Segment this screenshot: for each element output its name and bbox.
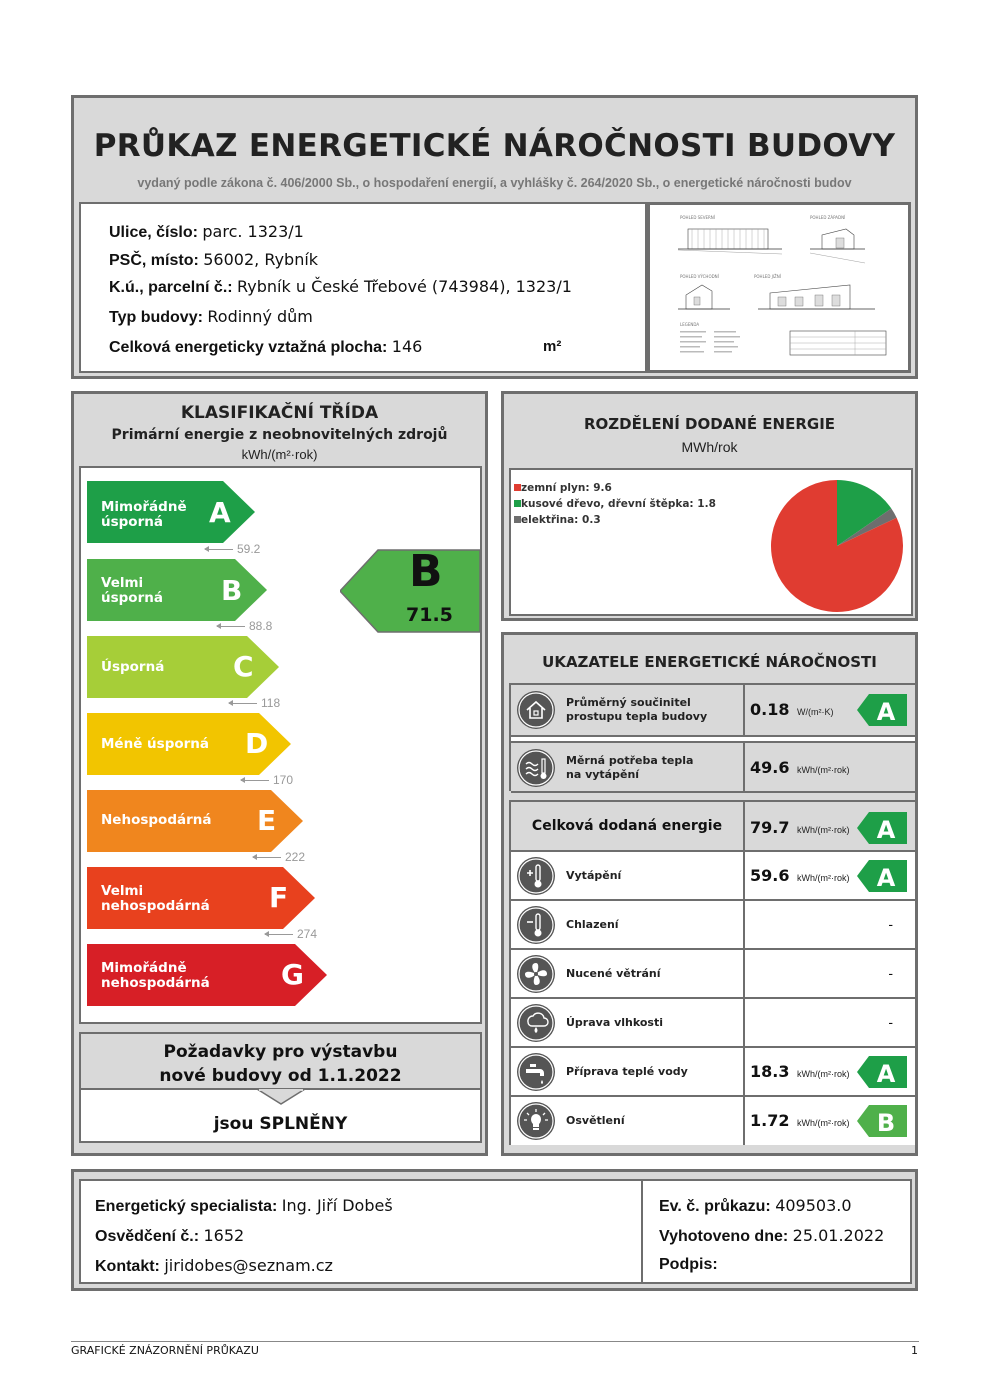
indicator-label: Úprava vlhkosti: [566, 1016, 664, 1029]
energy-split-title: ROZDĚLENÍ DODANÉ ENERGIE: [583, 415, 836, 433]
indicator-value: 79.7: [750, 818, 790, 837]
class-e-letter: E: [257, 804, 277, 837]
indicator-label: Chlazení: [566, 918, 619, 931]
energy-split-box: [501, 391, 918, 621]
thermometer-plus-icon: [517, 857, 555, 895]
indicator-label: Osvětlení: [566, 1114, 625, 1127]
svg-text:A: A: [876, 864, 896, 892]
threshold-f-g: 274: [265, 927, 317, 941]
svg-text:B: B: [876, 1109, 896, 1137]
class-g-letter: G: [281, 958, 304, 991]
indicator-label: Příprava teplé vody: [566, 1065, 688, 1078]
indicator-row-heating: [511, 852, 915, 901]
indicator-unit: kWh/(m²·rok): [797, 1069, 850, 1079]
area-row: Celková energeticky vztažná plocha: 146: [109, 337, 423, 356]
indicator-label: Celková dodaná energie: [531, 818, 723, 834]
grade-badge-a: [857, 860, 907, 892]
class-c-letter: C: [233, 650, 254, 683]
threshold-e-f: 222: [253, 850, 305, 864]
threshold-arrow-icon: [265, 934, 293, 935]
cadastre-row: K.ú., parcelní č.: Rybník u České Třebové (743984), 1323/1: [109, 277, 572, 296]
class-b-letter: B: [221, 574, 243, 607]
class-e-label: Nehospodárná: [101, 812, 212, 828]
threshold-arrow-icon: [229, 703, 257, 704]
svg-text:A: A: [876, 1060, 896, 1088]
legend-item-wood: kusové dřevo, dřevní štěpka: 1.8: [514, 496, 716, 512]
grade-badge-a: [857, 694, 907, 726]
indicator-row-lighting: [511, 1097, 915, 1145]
legend-swatch-gas: [514, 484, 521, 491]
page-number: 1: [911, 1344, 918, 1357]
energy-split-unit: MWh/rok: [681, 439, 738, 455]
drawing-label-south: POHLED JIŽNÍ: [754, 274, 781, 279]
indicator-row-cooling: [511, 901, 915, 950]
tap-icon: [517, 1053, 555, 1091]
issue-date-row: Vyhotoveno dne: 25.01.2022: [659, 1226, 885, 1245]
legend-swatch-electricity: [514, 516, 521, 523]
contact-row: Kontakt: jiridobes@seznam.cz: [95, 1256, 333, 1275]
signature-row: Podpis:: [659, 1256, 718, 1273]
page-footer-label: GRAFICKÉ ZNÁZORNĚNÍ PRŮKAZU: [71, 1344, 259, 1357]
street-value: parc. 1323/1: [202, 222, 304, 241]
indicators-group-delivered: [509, 800, 917, 1145]
elevation-drawings-image: [650, 205, 908, 370]
class-f-letter: F: [269, 881, 289, 914]
building-drawing: [647, 202, 911, 373]
specialist-box: [71, 1169, 918, 1291]
grade-badge-a: [857, 1056, 907, 1088]
heat-demand-icon: [517, 749, 555, 787]
zip-value: 56002, Rybník: [203, 250, 319, 269]
indicator-row-heat-demand: [511, 741, 915, 793]
indicator-row-ventilation: [511, 950, 915, 999]
classification-unit: kWh/(m²·rok): [241, 447, 318, 462]
threshold-a-b: 59.2: [205, 542, 260, 556]
indicator-unit: kWh/(m²·rok): [797, 765, 850, 775]
indicator-value: 18.3: [750, 1062, 790, 1081]
threshold-c-d: 118: [229, 696, 280, 710]
indicator-label: Nucené větrání: [566, 967, 661, 980]
humidity-icon: [517, 1004, 555, 1042]
page-footer-rule: [71, 1341, 919, 1342]
contact-value: jiridobes@seznam.cz: [164, 1256, 333, 1275]
indicator-unit: kWh/(m²·rok): [797, 1118, 850, 1128]
indicator-value: 59.6: [750, 866, 790, 885]
certificate-row: Osvědčení č.: 1652: [95, 1226, 245, 1245]
area-unit: m²: [543, 338, 562, 355]
classification-scale-panel: [79, 466, 482, 1024]
building-info-panel: [79, 202, 647, 373]
certificate-value: 1652: [203, 1226, 245, 1245]
record-number-value: 409503.0: [775, 1196, 852, 1215]
drawing-label-legend: LEGENDA: [680, 322, 700, 327]
indicator-row-total: [511, 802, 915, 852]
requirements-result: jsou SPLNĚNY: [213, 1114, 348, 1134]
zip-row: PSČ, místo: 56002, Rybník: [109, 250, 319, 269]
page-title: PRŮKAZ ENERGETICKÉ NÁROČNOSTI BUDOVY: [93, 128, 896, 164]
energy-split-chart: [509, 468, 913, 616]
drawing-label-north: POHLED SEVERNÍ: [680, 215, 715, 220]
class-b-label: Velmi úsporná: [101, 575, 163, 606]
indicator-value: -: [888, 965, 893, 981]
indicator-value: 0.18: [750, 700, 790, 719]
street-row: Ulice, číslo: parc. 1323/1: [109, 222, 304, 241]
indicator-value: 1.72: [750, 1111, 790, 1130]
indicator-row-hot-water: [511, 1048, 915, 1097]
specialist-row: Energetický specialista: Ing. Jiří Dobeš: [95, 1196, 393, 1215]
indicator-unit: kWh/(m²·rok): [797, 873, 850, 883]
indicators-box: [501, 632, 918, 1156]
legal-subtitle: vydaný podle zákona č. 406/2000 Sb., o hospodaření energií, a vyhlášky č. 264/2020 Sb., o energetické náročnosti budov: [137, 176, 852, 190]
indicator-label: Průměrný součinitel prostupu tepla budovy: [566, 696, 708, 723]
threshold-d-e: 170: [241, 773, 293, 787]
result-class-letter: B: [409, 546, 443, 597]
threshold-arrow-icon: [253, 857, 281, 858]
indicator-unit: W/(m²·K): [797, 707, 834, 717]
class-d-letter: D: [245, 727, 269, 760]
indicator-value: 49.6: [750, 758, 790, 777]
record-number-row: Ev. č. průkazu: 409503.0: [659, 1196, 852, 1215]
grade-badge-b: [857, 1105, 907, 1137]
drawing-label-east: POHLED VÝCHODNÍ: [680, 274, 719, 279]
specialist-panel: [79, 1179, 912, 1284]
classification-subtitle: Primární energie z neobnovitelných zdrojů: [111, 427, 448, 443]
threshold-arrow-icon: [241, 780, 269, 781]
classification-box: [71, 391, 488, 1156]
fan-icon: [517, 955, 555, 993]
class-g-label: Mimořádně nehospodárná: [101, 960, 210, 991]
requirements-pointer: [257, 1089, 305, 1105]
house-icon: [517, 691, 555, 729]
indicator-value: -: [888, 916, 893, 932]
legend-swatch-wood: [514, 500, 521, 507]
indicators-title: UKAZATELE ENERGETICKÉ NÁROČNOSTI: [542, 653, 877, 671]
issue-date-value: 25.01.2022: [792, 1226, 885, 1245]
threshold-b-c: 88.8: [217, 619, 272, 633]
class-c-label: Úsporná: [101, 659, 165, 675]
result-class-value: 71.5: [406, 604, 453, 626]
classification-title: KLASIFIKAČNÍ TŘÍDA: [180, 403, 379, 423]
svg-text:A: A: [876, 816, 896, 844]
indicator-label: Měrná potřeba tepla na vytápění: [566, 754, 694, 781]
indicator-row-humidity: [511, 999, 915, 1048]
indicator-unit: kWh/(m²·rok): [797, 825, 850, 835]
legend-item-electricity: elektřina: 0.3: [514, 512, 716, 528]
requirements-heading: Požadavky pro výstavbu nové budovy od 1.1.2022: [159, 1042, 402, 1086]
header-box: [71, 95, 918, 379]
requirements-panel: [79, 1032, 482, 1143]
building-type-row: Typ budovy: Rodinný dům: [109, 307, 313, 326]
specialist-value: Ing. Jiří Dobeš: [281, 1196, 393, 1215]
pie-legend: [514, 480, 716, 528]
thermometer-minus-icon: [517, 906, 555, 944]
building-type-value: Rodinný dům: [207, 307, 313, 326]
grade-badge-a: [857, 812, 907, 844]
pie-chart: [769, 478, 905, 614]
indicator-row-envelope: [511, 685, 915, 737]
area-value: 146: [391, 337, 423, 356]
svg-text:A: A: [876, 698, 896, 726]
indicators-group-envelope: [509, 683, 917, 791]
bulb-icon: [517, 1102, 555, 1140]
threshold-arrow-icon: [205, 549, 233, 550]
legend-item-gas: zemní plyn: 9.6: [514, 480, 716, 496]
class-a-label: Mimořádně úsporná: [101, 499, 187, 530]
class-a-letter: A: [209, 496, 231, 529]
indicator-label: Vytápění: [566, 869, 622, 882]
indicator-value: -: [888, 1014, 893, 1030]
class-d-label: Méně úsporná: [101, 736, 210, 752]
cadastre-value: Rybník u České Třebové (743984), 1323/1: [237, 277, 572, 296]
drawing-label-west: POHLED ZÁPADNÍ: [810, 215, 846, 220]
threshold-arrow-icon: [217, 626, 245, 627]
class-f-label: Velmi nehospodárná: [101, 883, 210, 914]
